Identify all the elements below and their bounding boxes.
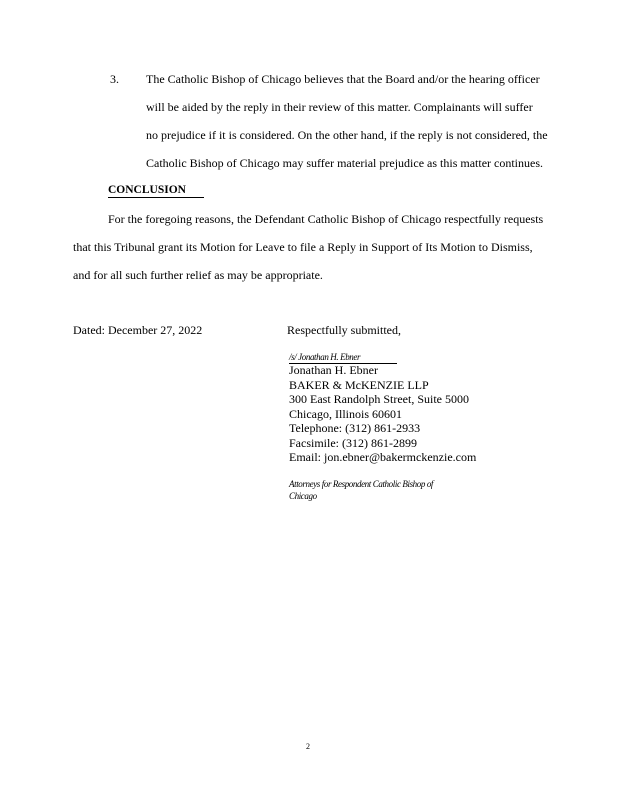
- paragraph-number: 3.: [110, 72, 119, 86]
- telephone: Telephone: (312) 861-2933: [289, 421, 421, 435]
- conclusion-line: For the foregoing reasons, the Defendant Catholic Bishop of Chicago respectfully requests: [108, 212, 544, 226]
- conclusion-heading: CONCLUSION: [108, 184, 204, 198]
- paragraph-line: Catholic Bishop of Chicago may suffer material prejudice as this matter continues.: [146, 156, 544, 170]
- paragraph-line: will be aided by the reply in their review of this matter. Complainants will suffer: [146, 100, 533, 114]
- dated-line: Dated: December 27, 2022: [73, 323, 203, 337]
- attorney-contact-block: [289, 363, 476, 465]
- email: Email: jon.ebner@bakermckenzie.com: [289, 450, 477, 464]
- facsimile: Facsimile: (312) 861-2899: [289, 435, 417, 450]
- attorney-name: Jonathan H. Ebner: [289, 363, 378, 377]
- street-address: 300 East Randolph Street, Suite 5000: [289, 392, 469, 406]
- paragraph-line: no prejudice if it is considered. On the other hand, if the reply is not considered, the: [146, 128, 548, 142]
- conclusion-line: and for all such further relief as may be appropriate.: [73, 268, 323, 282]
- paragraph-line: The Catholic Bishop of Chicago believes that the Board and/or the hearing officer: [146, 72, 540, 86]
- respectfully-submitted: Respectfully submitted,: [287, 323, 401, 337]
- city-state-zip: Chicago, Illinois 60601: [289, 406, 402, 421]
- page-number: 2: [306, 742, 310, 751]
- conclusion-line: that this Tribunal grant its Motion for Leave to file a Reply in Support of Its Motion to Dismiss,: [73, 240, 533, 254]
- electronic-signature: /s/ Jonathan H. Ebner: [289, 352, 397, 364]
- firm-name: BAKER & McKENZIE LLP: [289, 377, 429, 392]
- attorneys-for-line: Attorneys for Respondent Catholic Bishop of Chicago: [289, 479, 434, 501]
